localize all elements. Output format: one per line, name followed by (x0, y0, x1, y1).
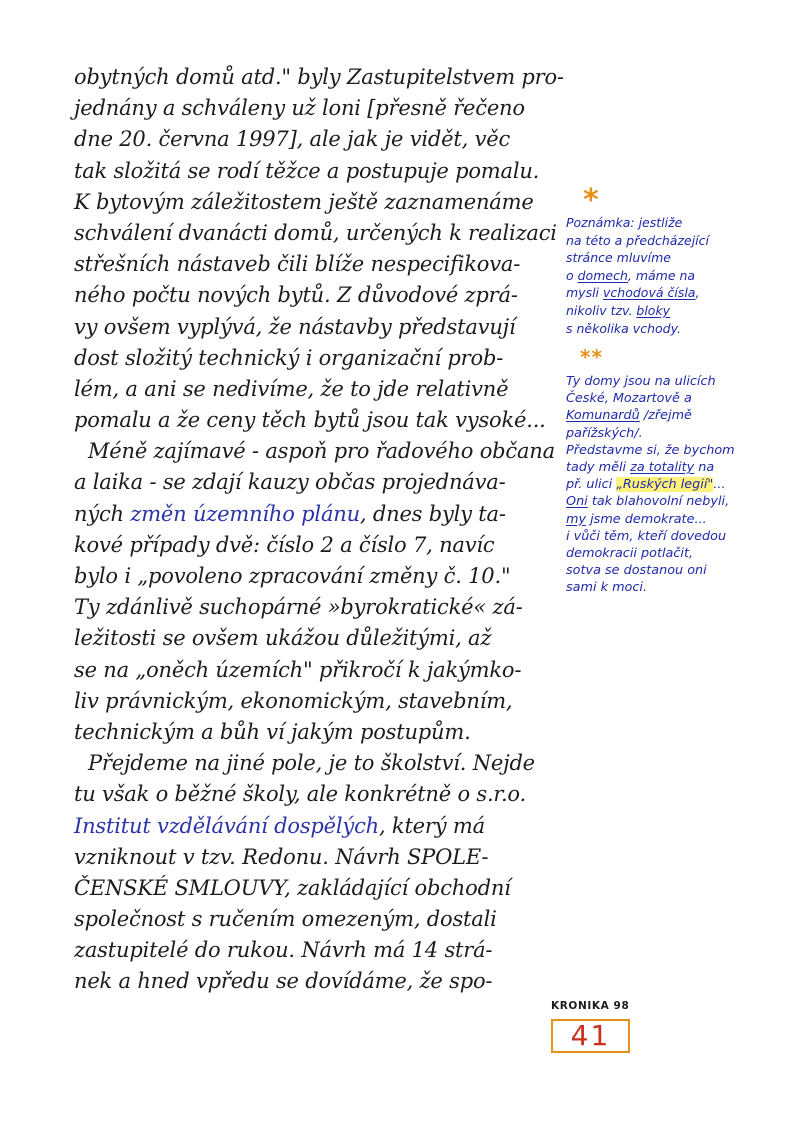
side-note-1 (566, 214, 766, 337)
note2-line: Představme si, že bychom (566, 442, 735, 458)
body-line-text: ných (74, 501, 131, 526)
note2-line: př. ulici „Ruských legií"... (566, 477, 726, 493)
body-line: schválení dvanácti domů, určených k realizaci (74, 220, 557, 245)
body-line: jednány a schváleny už loni [přesně řečeno (74, 96, 525, 121)
body-line: lém, a ani se nedivíme, že to jde relativně (74, 376, 509, 401)
note1-line: o domech, máme na (566, 267, 696, 283)
note2-line: demokracii potlačit, (566, 546, 694, 562)
note2-line: i vůči těm, kteří dovedou (566, 528, 727, 544)
body-line: zastupitelé do rukou. Návrh má 14 strá- (74, 938, 493, 963)
note2-line: Oni tak blahovolní nebyli, (566, 494, 730, 510)
highlighted-phrase: „Ruských legií" (616, 477, 714, 493)
body-line: vzniknout v tzv. Redonu. Návrh SPOLE- (74, 844, 489, 869)
body-line-text: , dnes byly ta- (359, 501, 506, 526)
page-number: 41 (570, 1019, 611, 1052)
body-line: liv právnickým, ekonomickým, stavebním, (74, 688, 513, 713)
body-line: tak složitá se rodí těžce a postupuje pomalu. (74, 158, 540, 183)
note2-asterisk-marker: ** (580, 345, 603, 369)
note1-line: Poznámka: jestliže (566, 215, 683, 230)
main-body-text (74, 62, 564, 998)
body-line: společnost s ručením omezeným, dostali (74, 907, 497, 932)
note1-line: mysli vchodová čísla, (566, 285, 700, 301)
body-line: obytných domů atd." byly Zastupitelstvem pro- (74, 65, 564, 89)
note1-line: nikoliv tzv. bloky (566, 302, 671, 318)
chronicle-label: KRONIKA 98 (551, 1000, 630, 1012)
note2-line: pařížských/. (566, 425, 643, 441)
side-note-2 (566, 373, 766, 597)
blue-ink-phrase: změn územního plánu (130, 501, 360, 526)
body-line: a laika - se zdají kauzy občas projednáva- (74, 470, 506, 495)
body-line: Přejdeme na jiné pole, je to školství. Nejde (88, 751, 535, 776)
blue-ink-phrase: Institut vzdělávání dospělých (74, 813, 379, 838)
note2-line: Komunardů /zřejmě (566, 408, 692, 424)
body-line: kové případy dvě: číslo 2 a číslo 7, navíc (74, 532, 495, 557)
underlined-word: bloky (636, 302, 671, 318)
underlined-word: Oni (566, 494, 588, 510)
body-line: dost složitý technický i organizační prob- (74, 345, 504, 370)
body-line: vy ovšem vyplývá, že nástavby představují (74, 314, 516, 339)
body-line: technickým a bůh ví jakým postupům. (74, 719, 471, 744)
page-number-box (551, 1019, 630, 1053)
note2-line: tady měli za totality na (566, 460, 715, 476)
note2-line: my jsme demokrate... (566, 511, 707, 527)
note1-asterisk-marker: * (583, 183, 599, 218)
body-line: bylo i „povoleno zpracování změny č. 10." (74, 564, 511, 588)
body-line: ležitosti se ovšem ukážou důležitými, až (74, 626, 492, 651)
note1-line: na této a předcházející (566, 232, 709, 248)
note1-line: stránce mluvíme (566, 250, 671, 266)
underlined-word: domech (577, 267, 628, 283)
note2-line: sami k moci. (566, 580, 648, 596)
underlined-word: my (566, 511, 587, 527)
note2-line: České, Mozartově a (566, 391, 692, 407)
body-line: Ty zdánlivě suchopárné »byrokratické« zá- (74, 595, 523, 620)
body-line: dne 20. června 1997], ale jak je vidět, věc (74, 127, 511, 152)
body-line: pomalu a že ceny těch bytů jsou tak vysoké... (74, 408, 546, 433)
body-line: ČENSKÉ SMLOUVY, zakládající obchodní (74, 875, 511, 900)
body-line: se na „oněch územích" přikročí k jakýmko- (74, 657, 522, 682)
body-line (74, 811, 564, 842)
underlined-word: Komunardů (566, 408, 640, 424)
body-line: střešních nástaveb čili blíže nespecifikova- (74, 252, 521, 277)
body-line: Méně zajímavé - aspoň pro řadového občana (88, 439, 555, 464)
underlined-word: vchodová čísla (603, 285, 696, 301)
body-line (74, 499, 564, 530)
body-line: nek a hned vpředu se dovídáme, že spo- (74, 969, 493, 994)
body-line: K bytovým záležitostem ještě zaznamenáme (74, 189, 534, 214)
underlined-word: za totality (630, 460, 695, 476)
note2-line: sotva se dostanou oni (566, 563, 707, 579)
note2-line: Ty domy jsou na ulicích (566, 374, 716, 389)
note1-line: s několika vchody. (566, 320, 681, 336)
body-line-text: , který má (378, 813, 485, 838)
body-line: tu však o běžné školy, ale konkrétně o s.r.o. (74, 782, 526, 807)
body-line: ného počtu nových bytů. Z důvodové zprá- (74, 283, 518, 308)
